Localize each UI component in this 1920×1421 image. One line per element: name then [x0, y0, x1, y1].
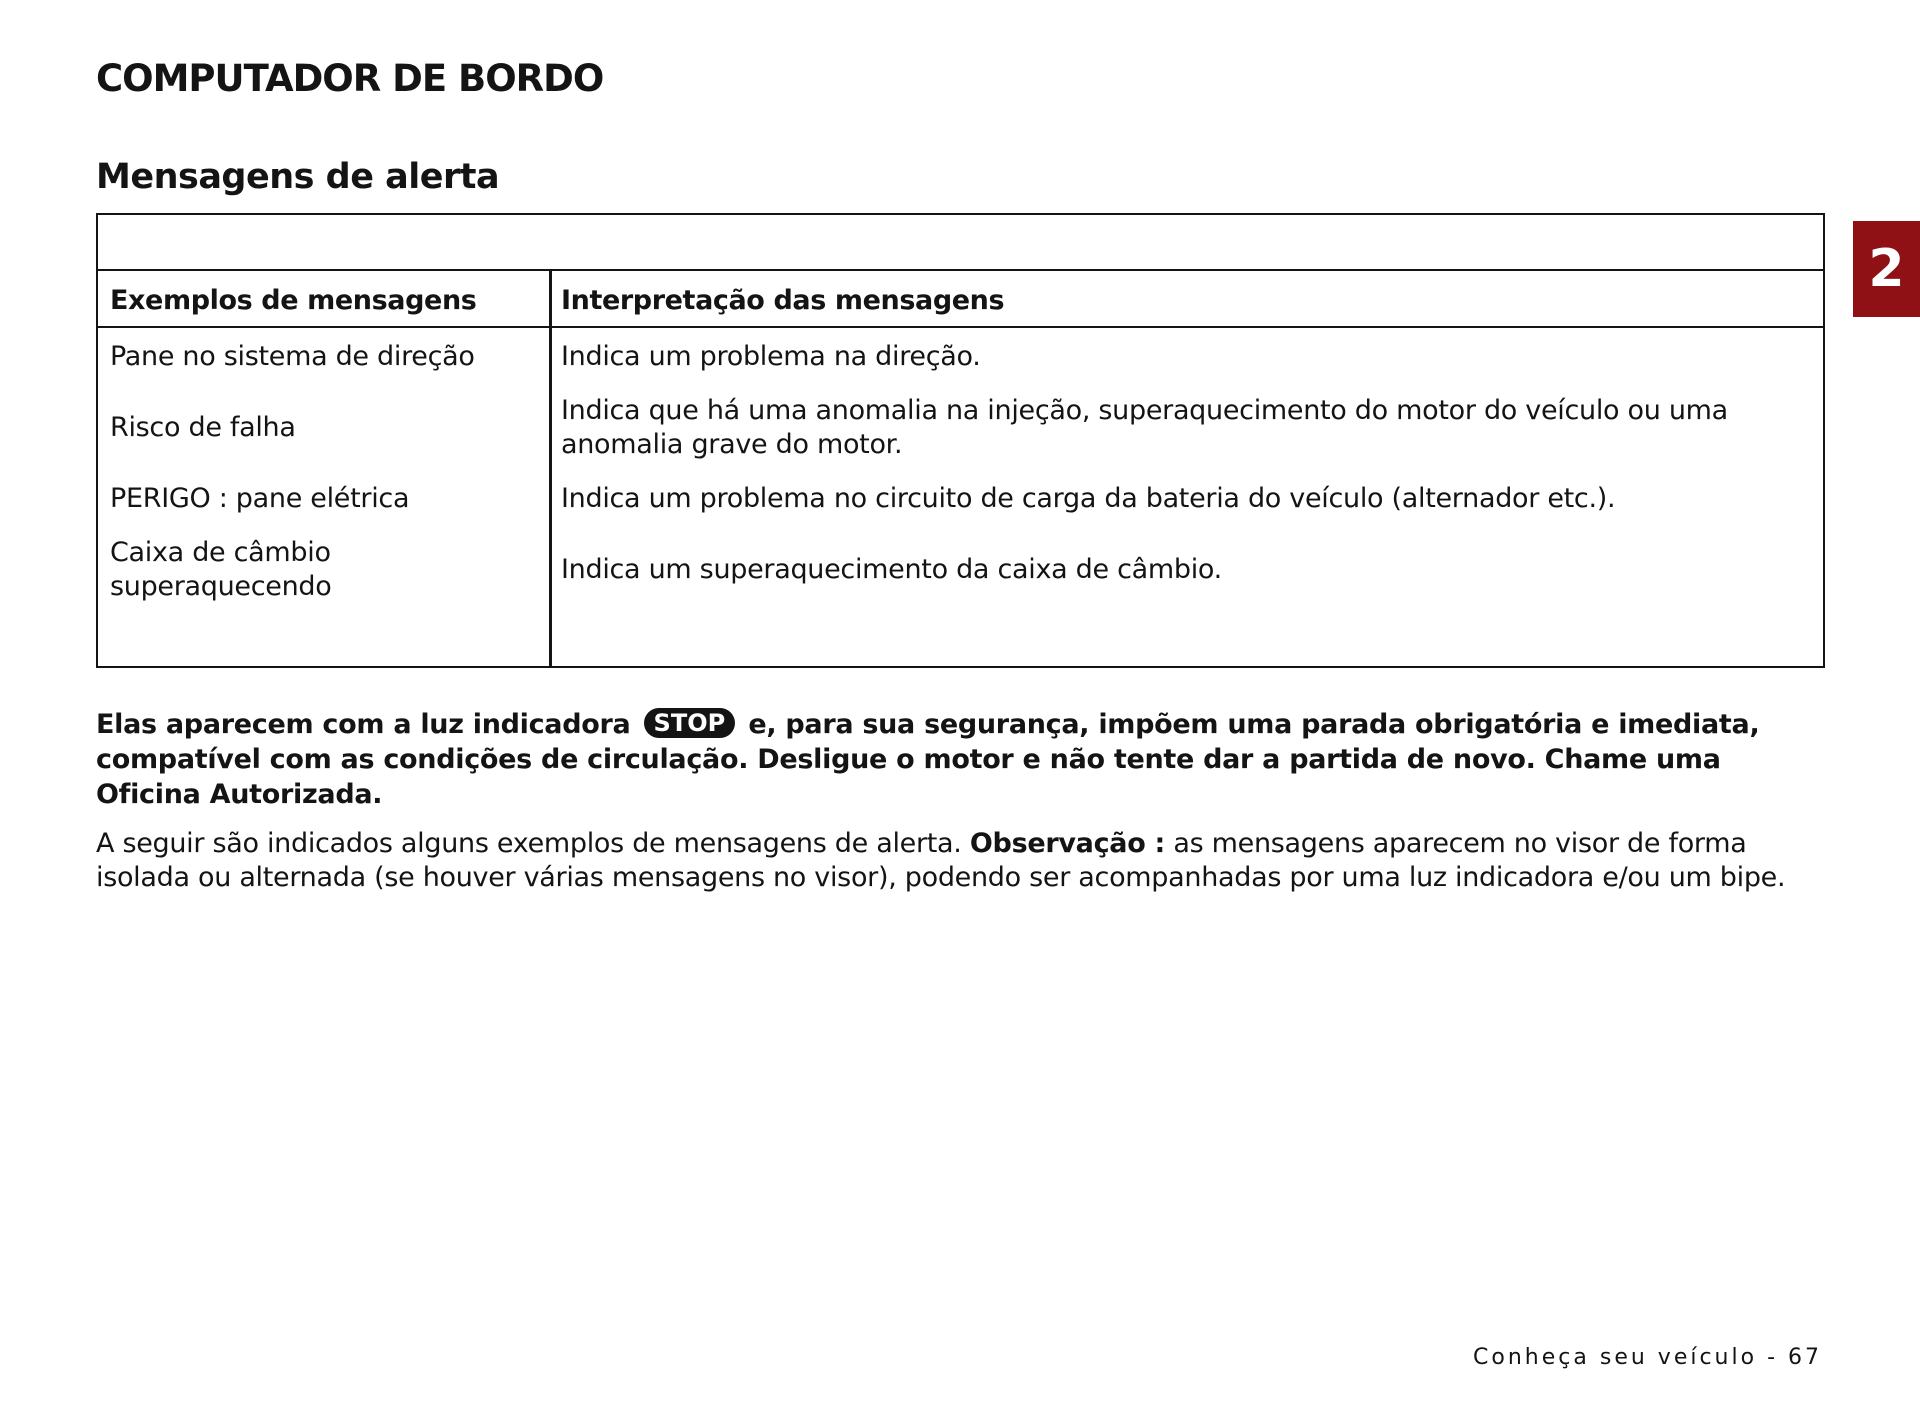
note-intro: A seguir são indicados alguns exemplos de mensagens de alerta. [96, 828, 962, 859]
table-row-interpretation: Indica um problema na direção. [561, 341, 981, 372]
column-header-messages: Exemplos de mensagens [110, 285, 477, 316]
table-header-row [98, 271, 1823, 328]
alert-messages-table [96, 213, 1825, 668]
warning-text-start: Elas aparecem com a luz indicadora [96, 709, 631, 740]
page-footer: Conheça seu veículo - 67 [1473, 1345, 1822, 1370]
column-divider [549, 271, 552, 666]
table-row-message: Risco de falha [110, 412, 296, 443]
chapter-number: 2 [1868, 239, 1905, 299]
table-row-interpretation: Indica que há uma anomalia na injeção, superaquecimento do motor do veículo ou uma anomalia grave do motor. [561, 395, 1728, 460]
section-title: Mensagens de alerta [96, 157, 500, 197]
column-header-interpretation: Interpretação das mensagens [561, 285, 1005, 316]
note-detail: as mensagens aparecem no visor de forma isolada ou alternada (se houver várias mensagens no visor), podendo ser acompanhadas por uma luz indicadora e/ou um bipe. [96, 828, 1786, 893]
warning-paragraph [96, 707, 1826, 812]
table-row-interpretation: Indica um superaquecimento da caixa de câmbio. [561, 554, 1222, 585]
chapter-tab [1853, 221, 1920, 317]
table-row-message: Pane no sistema de direção [110, 341, 475, 372]
table-row-message: Caixa de câmbio superaquecendo [110, 537, 332, 602]
stop-warning-icon: STOP [644, 708, 736, 738]
warning-text-end: e, para sua segurança, impõem uma parada obrigatória e imediata, compatível com as condições de circulação. Desligue o motor e não tente dar a partida de novo. Chame uma Oficina Autorizada. [96, 709, 1760, 810]
table-row-interpretation: Indica um problema no circuito de carga da bateria do veículo (alternador etc.). [561, 483, 1616, 514]
note-paragraph [96, 827, 1826, 895]
table-top-band [98, 215, 1823, 271]
note-label: Observação : [969, 828, 1166, 859]
page-title: COMPUTADOR DE BORDO [96, 57, 604, 100]
table-row-message: PERIGO : pane elétrica [110, 483, 410, 514]
